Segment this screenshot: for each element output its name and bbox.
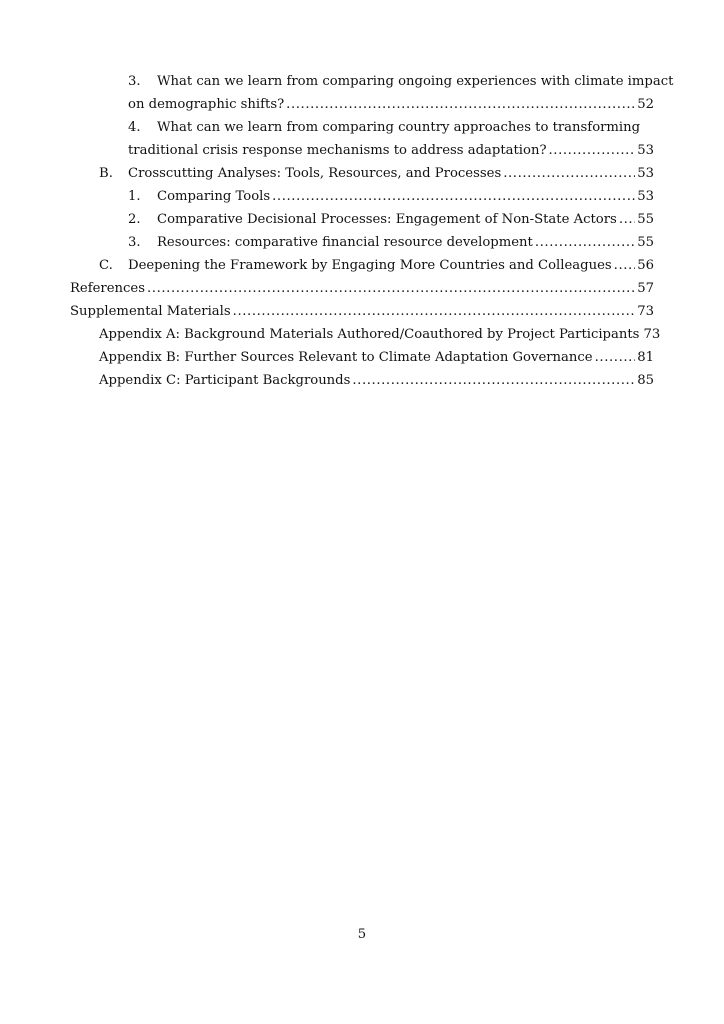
toc-page-number: 53 (637, 166, 654, 181)
toc-page-number: 55 (637, 212, 654, 227)
toc-entry-title: Crosscutting Analyses: Tools, Resources, and Processes (128, 166, 502, 181)
toc-entry-references[interactable] (70, 280, 654, 298)
toc-entry-q3[interactable] (128, 96, 654, 114)
toc-page-number: 56 (637, 258, 654, 273)
toc-entry-q3-line1[interactable] (128, 73, 673, 91)
toc-entry-number: C. (99, 258, 113, 273)
dot-leader (595, 349, 636, 367)
dot-leader (147, 280, 635, 298)
dot-leader (503, 165, 635, 183)
toc-entry-b2[interactable] (128, 211, 654, 229)
toc-entry-title: Comparing Tools (157, 189, 271, 204)
toc-entry-q4[interactable] (128, 142, 654, 160)
dot-leader (549, 142, 636, 160)
toc-page-number: 53 (637, 189, 654, 204)
dot-leader (535, 234, 635, 252)
toc-entry-b1[interactable] (128, 188, 654, 206)
toc-entry-number: 4. (128, 120, 141, 135)
toc-entry-section-b[interactable] (99, 165, 654, 183)
toc-entry-title: What can we learn from comparing country approaches to transforming (157, 120, 641, 135)
dot-leader (272, 188, 635, 206)
toc-page-number: 55 (637, 235, 654, 250)
toc-entry-title: Comparative Decisional Processes: Engagement of Non-State Actors (157, 212, 617, 227)
toc-entry-number: B. (99, 166, 113, 181)
toc-entry-appendix-b[interactable] (99, 349, 654, 367)
toc-entry-title: Supplemental Materials (70, 304, 231, 319)
toc-entry-title: Deepening the Framework by Engaging More Countries and Colleagues (128, 258, 612, 273)
toc-page-number: 52 (637, 97, 654, 112)
toc-page-number: 57 (637, 281, 654, 296)
toc-entry-number: 3. (128, 74, 141, 89)
toc-page-number: 53 (637, 143, 654, 158)
toc-entry-title: Appendix A: Background Materials Authored/Coauthored by Project Participants (99, 327, 640, 342)
toc-entry-number: 3. (128, 235, 141, 250)
toc-page-number: 73 (643, 327, 661, 342)
toc-entry-q4-line1[interactable] (128, 119, 640, 137)
page-number: 5 (357, 927, 367, 942)
toc-entry-b3[interactable] (128, 234, 654, 252)
toc-page-number: 81 (637, 350, 654, 365)
toc-entry-appendix-a[interactable] (99, 326, 661, 344)
toc-page-number: 85 (637, 373, 654, 388)
toc-entry-title: Appendix C: Participant Backgrounds (99, 373, 351, 388)
toc-entry-title-continued: on demographic shifts? (128, 97, 285, 112)
toc-entry-title: Appendix B: Further Sources Relevant to Climate Adaptation Governance (99, 350, 593, 365)
toc-entry-number: 1. (128, 189, 141, 204)
toc-entry-number: 2. (128, 212, 141, 227)
toc-entry-supplemental[interactable] (70, 303, 654, 321)
toc-entry-title: What can we learn from comparing ongoing experiences with climate impact (157, 74, 674, 89)
dot-leader (286, 96, 635, 114)
toc-entry-title-continued: traditional crisis response mechanisms to address adaptation? (128, 143, 547, 158)
dot-leader (352, 372, 635, 390)
dot-leader (619, 211, 635, 229)
toc-entry-title: Resources: comparative financial resource development (157, 235, 533, 250)
toc-entry-section-c[interactable] (99, 257, 654, 275)
toc-page-number: 73 (637, 304, 654, 319)
dot-leader (614, 257, 636, 275)
dot-leader (233, 303, 636, 321)
toc-entry-title: References (70, 281, 145, 296)
toc-entry-appendix-c[interactable] (99, 372, 654, 390)
